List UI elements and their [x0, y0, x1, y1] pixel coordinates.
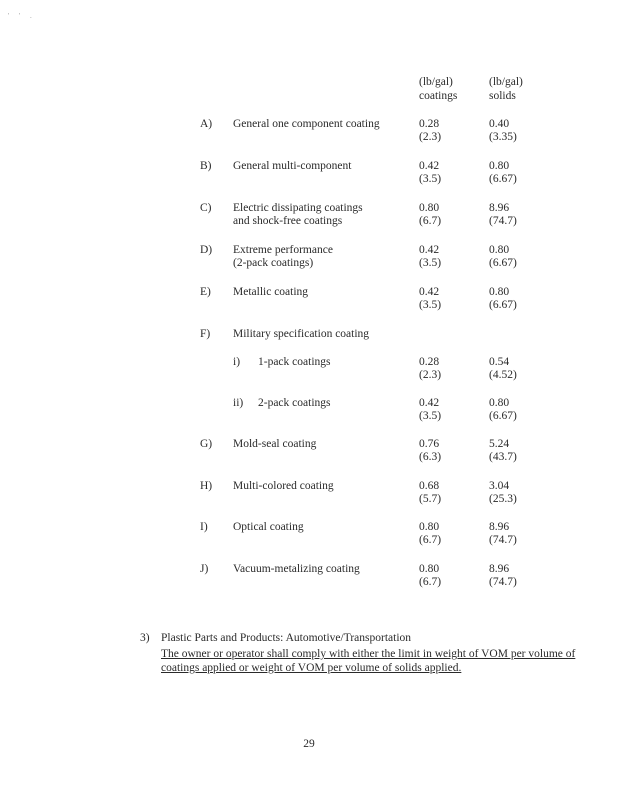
row-coatings-limit: 0.80 (6.7) [419, 521, 442, 546]
row-coatings-limit: 0.76 (6.3) [419, 438, 442, 463]
row-description: Multi-colored coating [233, 480, 334, 492]
scan-corner-mark: ' ' . [8, 12, 36, 20]
coatings-column-header: coatings [419, 90, 458, 102]
row-description: 1-pack coatings [258, 356, 331, 368]
row-letter: G) [200, 438, 213, 450]
row-letter: B) [200, 160, 212, 172]
section-title: Plastic Parts and Products: Automotive/Transportation [161, 632, 412, 644]
row-letter: ii) [233, 397, 244, 409]
row-coatings-limit: 0.42 (3.5) [419, 160, 442, 185]
row-description: General multi-component [233, 160, 352, 172]
row-description: Vacuum-metalizing coating [233, 563, 360, 575]
row-letter: E) [200, 286, 211, 298]
table-row [0, 397, 618, 427]
row-description: Optical coating [233, 521, 304, 533]
row-letter: C) [200, 202, 212, 214]
table-row [0, 438, 618, 468]
table-row [0, 202, 618, 232]
row-coatings-limit: 0.80 (6.7) [419, 563, 442, 588]
row-solids-limit: 0.40 (3.35) [489, 118, 517, 143]
table-row [0, 480, 618, 510]
section-number: 3) [140, 632, 150, 644]
row-description: General one component coating [233, 118, 380, 130]
table-row [0, 244, 618, 274]
row-coatings-limit: 0.80 (6.7) [419, 202, 442, 227]
row-solids-limit: 0.80 (6.67) [489, 160, 517, 185]
row-coatings-limit: 0.42 (3.5) [419, 286, 442, 311]
row-description: Mold-seal coating [233, 438, 317, 450]
table-row [0, 521, 618, 551]
row-solids-limit: 8.96 (74.7) [489, 202, 517, 227]
solids-column-header: solids [489, 90, 516, 102]
row-solids-limit: 0.80 (6.67) [489, 397, 517, 422]
coatings-unit-header: (lb/gal) [419, 76, 453, 88]
row-description: Military specification coating [233, 328, 370, 340]
row-letter: D) [200, 244, 213, 256]
row-description: 2-pack coatings [258, 397, 331, 409]
row-coatings-limit: 0.28 (2.3) [419, 356, 442, 381]
row-letter: F) [200, 328, 211, 340]
row-letter: i) [233, 356, 241, 368]
row-coatings-limit: 0.28 (2.3) [419, 118, 442, 143]
row-description: Electric dissipating coatings and shock-free coatings [233, 202, 363, 227]
row-coatings-limit: 0.68 (5.7) [419, 480, 442, 505]
solids-unit-header: (lb/gal) [489, 76, 523, 88]
row-letter: I) [200, 521, 208, 533]
row-coatings-limit: 0.42 (3.5) [419, 244, 442, 269]
row-description: Metallic coating [233, 286, 309, 298]
table-row [0, 328, 618, 358]
table-row [0, 356, 618, 386]
row-solids-limit: 8.96 (74.7) [489, 563, 517, 588]
row-letter: H) [200, 480, 213, 492]
row-letter: A) [200, 118, 213, 130]
table-row [0, 286, 618, 316]
row-coatings-limit: 0.42 (3.5) [419, 397, 442, 422]
table-row [0, 118, 618, 148]
row-solids-limit: 0.80 (6.67) [489, 244, 517, 269]
row-solids-limit: 5.24 (43.7) [489, 438, 517, 463]
row-solids-limit: 8.96 (74.7) [489, 521, 517, 546]
row-solids-limit: 0.54 (4.52) [489, 356, 517, 381]
section-body: The owner or operator shall comply with either the limit in weight of VOM per volume of coatings applied or weight of VOM per volume of solids applied. [161, 648, 576, 674]
row-solids-limit: 0.80 (6.67) [489, 286, 517, 311]
row-description: Extreme performance (2-pack coatings) [233, 244, 333, 269]
page-number: 29 [303, 738, 315, 750]
table-row [0, 563, 618, 593]
table-row [0, 160, 618, 190]
row-solids-limit: 3.04 (25.3) [489, 480, 517, 505]
row-letter: J) [200, 563, 209, 575]
